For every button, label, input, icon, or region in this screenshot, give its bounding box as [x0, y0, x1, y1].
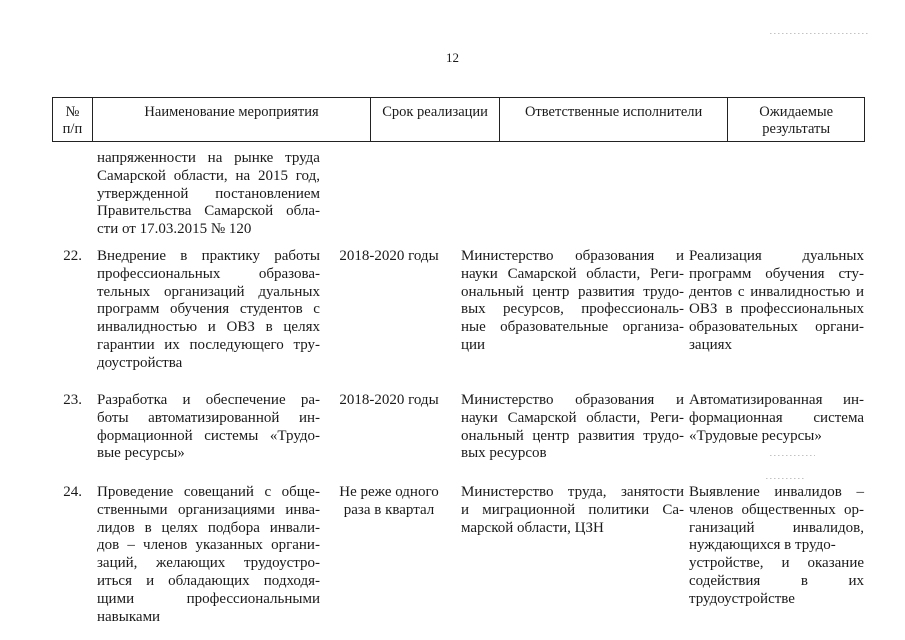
row-name: Проведение совещаний с обще- ственными организациями инва- лидов в целях подбора инвали- дов – членов указанных органи- заций, желающих трудоустро- иться и обладающих подходя- щими профессиональными навыками — [97, 484, 320, 625]
row-term: 2018-2020 годы — [339, 392, 439, 408]
table-header — [52, 97, 865, 142]
header-results: Ожидаемые результаты — [759, 104, 834, 137]
continuation-line: Правительства Самарской обла- — [97, 203, 320, 220]
row-results: Выявление инвалидов – членов общественных ор- ганизаций инвалидов, нуждающихся в трудо- устройстве, и оказание содействия в их трудоустройстве — [689, 484, 864, 607]
header-responsible: Ответственные исполнители — [500, 98, 728, 141]
continuation-line: Самарской области, на 2015 год, — [97, 167, 320, 184]
header-num: № п/п — [53, 98, 93, 141]
row-name: Разработка и обеспечение ра- боты автоматизированной ин- формационной системы «Трудо- вые ресурсы» — [97, 392, 320, 462]
scan-artifact-line — [770, 455, 815, 456]
row-responsible: Министерство образования и науки Самарской области, Реги- ональный центр развития трудо- вых ресурсов, профессиональ- ные образовательные организа- ции — [461, 248, 684, 353]
row-results: Автоматизированная ин- формационная система «Трудовые ресурсы» — [689, 392, 864, 444]
header-name: Наименование мероприятия — [93, 98, 371, 141]
row-responsible: Министерство образования и науки Самарской области, Реги- ональный центр развития трудо- вых ресурсов — [461, 392, 684, 462]
continuation-line: утвержденной постановлением — [97, 185, 320, 202]
scan-artifact-line — [766, 478, 806, 479]
row-term: 2018-2020 годы — [339, 248, 439, 264]
continuation-line: сти от 17.03.2015 № 120 — [97, 221, 252, 238]
row-responsible: Министерство труда, занятости и миграционной политики Са- марской области, ЦЗН — [461, 484, 684, 536]
row-number: 23. — [63, 392, 82, 408]
scan-artifact-line — [770, 33, 870, 34]
row-results: Реализация дуальных программ обучения сту- дентов с инвалидностью и ОВЗ в профессиональных образовательных органи- зациях — [689, 248, 864, 353]
row-number: 22. — [63, 248, 82, 264]
row-term: Не реже одного раза в квартал — [339, 484, 439, 518]
row-name: Внедрение в практику работы профессиональных образова- тельных организаций дуальных программ обучения студентов с инвалидностью и ОВЗ в целях гарантии их последующего тру- доустройства — [97, 248, 320, 371]
continuation-line: напряженности на рынке труда — [97, 150, 320, 166]
row-number: 24. — [63, 484, 82, 500]
header-term: Срок реализации — [371, 98, 500, 141]
page-number: 12 — [446, 50, 459, 65]
continuation-text — [97, 150, 320, 239]
